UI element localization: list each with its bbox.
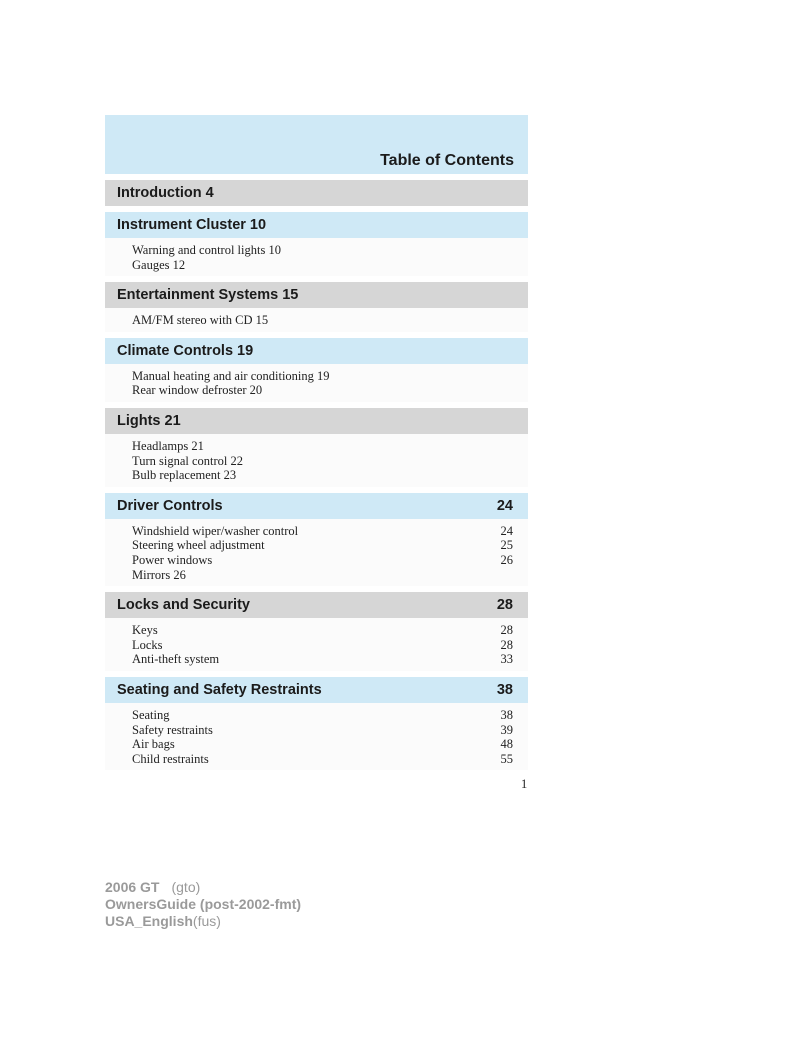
toc-entry-label: Keys (132, 623, 158, 638)
toc-entry[interactable] (132, 369, 513, 384)
toc-entry-label: Mirrors 26 (132, 567, 186, 582)
toc-entry-page: 55 (500, 751, 513, 766)
toc-entry[interactable] (132, 454, 513, 469)
section-title: Climate Controls 19 (117, 342, 254, 359)
toc-entry-page: 28 (500, 637, 513, 652)
toc-page (105, 115, 528, 770)
section-items (105, 238, 528, 276)
toc-entry-label: Gauges 12 (132, 257, 186, 272)
section-items (105, 519, 528, 586)
toc-entry-page: 48 (500, 737, 513, 752)
footer-guide: OwnersGuide (post-2002-fmt) (105, 896, 302, 912)
toc-entry-label: Steering wheel adjustment (132, 538, 265, 553)
section-title: Lights 21 (117, 412, 181, 429)
section-heading[interactable] (105, 677, 528, 703)
section-title: Instrument Cluster 10 (117, 217, 267, 233)
toc-entry-label: Power windows (132, 552, 213, 567)
toc-entry-label: Headlamps 21 (132, 438, 204, 453)
section-heading[interactable] (105, 338, 528, 364)
toc-entry-label: Turn signal control 22 (132, 453, 243, 468)
toc-entry[interactable] (132, 538, 513, 553)
toc-entry[interactable] (132, 383, 513, 398)
footer (105, 879, 301, 930)
section-page: 28 (496, 597, 513, 614)
toc-entry-label: AM/FM stereo with CD 15 (132, 313, 269, 328)
toc-entry[interactable] (132, 752, 513, 767)
section-heading[interactable] (105, 592, 528, 618)
toc-entry[interactable] (132, 708, 513, 723)
toc-entry-label: Locks (132, 637, 163, 652)
footer-language-code: (fus) (192, 913, 221, 929)
toc-entry-label: Anti-theft system (132, 652, 220, 667)
section-items (105, 618, 528, 671)
toc-entry[interactable] (132, 623, 513, 638)
toc-entry-page: 39 (500, 722, 513, 737)
toc-entry[interactable] (132, 737, 513, 752)
toc-entry-page: 38 (500, 707, 513, 722)
section-items (105, 703, 528, 770)
title-band (105, 115, 528, 174)
section-items (105, 434, 528, 487)
section-title: Entertainment Systems 15 (117, 287, 299, 304)
toc-entry-label: Windshield wiper/washer control (132, 523, 299, 538)
footer-model-code: (gto) (171, 879, 201, 895)
footer-line-1 (105, 879, 301, 896)
toc-entry-page: 28 (500, 623, 513, 638)
toc-entry-page: 24 (500, 523, 513, 538)
section-heading[interactable] (105, 180, 528, 206)
toc-entry-label: Seating (132, 707, 170, 722)
page-number: 1 (521, 777, 528, 791)
footer-model: 2006 GT (105, 879, 160, 895)
toc-entry-page: 26 (500, 552, 513, 567)
toc-entry[interactable] (132, 243, 513, 258)
toc-entry-label: Air bags (132, 737, 175, 752)
toc-entry[interactable] (132, 258, 513, 273)
section-heading[interactable] (105, 493, 528, 519)
toc-entry[interactable] (132, 652, 513, 667)
toc-entry[interactable] (132, 468, 513, 483)
section-title: Introduction 4 (117, 185, 214, 201)
toc-entry-label: Manual heating and air conditioning 19 (132, 368, 330, 383)
footer-line-3 (105, 913, 301, 930)
page-title: Table of Contents (380, 152, 514, 169)
section-heading[interactable] (105, 282, 528, 308)
toc-entry-label: Safety restraints (132, 722, 213, 737)
footer-language: USA_English (105, 913, 193, 929)
toc-entry[interactable] (132, 313, 513, 328)
section-items (105, 364, 528, 402)
section-heading[interactable] (105, 212, 528, 238)
section-title: Driver Controls (117, 497, 223, 514)
toc-entry[interactable] (132, 723, 513, 738)
footer-line-2 (105, 896, 301, 913)
toc-entry[interactable] (132, 568, 513, 583)
section-title: Seating and Safety Restraints (117, 681, 322, 698)
toc-entry-page: 25 (500, 538, 513, 553)
toc-entry-label: Rear window defroster 20 (132, 383, 263, 398)
toc-entry-label: Bulb replacement 23 (132, 468, 237, 483)
section-page: 38 (496, 681, 513, 698)
toc-entry-page: 33 (500, 652, 513, 667)
section-title: Locks and Security (117, 597, 250, 614)
section-items (105, 308, 528, 332)
toc-entry[interactable] (132, 638, 513, 653)
toc-sections (105, 174, 528, 770)
toc-entry[interactable] (132, 524, 513, 539)
toc-entry-label: Child restraints (132, 751, 209, 766)
section-heading[interactable] (105, 408, 528, 434)
toc-entry[interactable] (132, 553, 513, 568)
section-page: 24 (496, 497, 513, 514)
toc-entry-label: Warning and control lights 10 (132, 243, 281, 257)
toc-entry[interactable] (132, 439, 513, 454)
